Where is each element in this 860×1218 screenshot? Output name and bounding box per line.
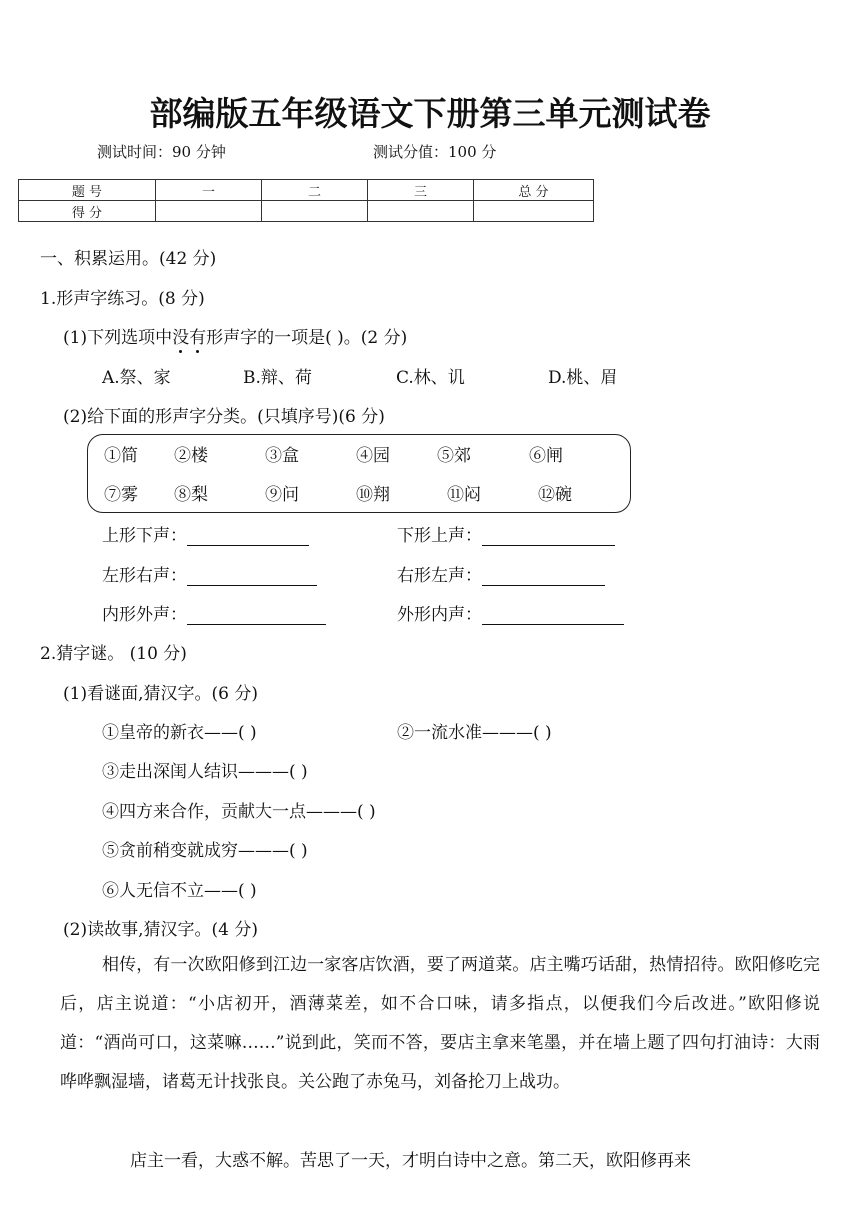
riddle-item[interactable]: ③走出深闺人结识———( )	[102, 762, 308, 782]
character-item: ⑧梨	[174, 485, 208, 505]
riddle-item[interactable]: ①皇帝的新衣——( )	[102, 723, 257, 743]
character-item: ⑩翔	[356, 485, 390, 505]
character-item: ⑥闸	[529, 446, 563, 466]
category-label: 内形外声：	[102, 605, 187, 625]
riddle-item[interactable]: ④四方来合作，贡献大一点———( )	[102, 802, 376, 822]
riddle-item[interactable]: ⑤贪前稍变就成穷———( )	[102, 841, 308, 861]
option-b[interactable]: B.辩、荷	[243, 368, 312, 388]
category-label: 上形下声：	[102, 526, 187, 546]
category-row	[397, 561, 605, 586]
character-item: ⑨问	[265, 485, 299, 505]
story-paragraph: 店主一看，大惑不解。苦思了一天，才明白诗中之意。第二天，欧阳修再来	[130, 1151, 691, 1171]
score-header-cell: 题 号	[19, 180, 156, 201]
option-d[interactable]: D.桃、眉	[548, 368, 618, 388]
score-input-cell[interactable]	[156, 201, 262, 222]
category-row	[397, 600, 624, 625]
category-label: 外形内声：	[397, 605, 482, 625]
test-time: 测试时间：90 分钟	[97, 143, 226, 161]
character-item: ⑪闷	[447, 485, 481, 505]
section-heading: 一、积累运用。(42 分)	[40, 249, 217, 269]
q1-p1-pre: (1)下列选项中	[63, 328, 173, 348]
answer-blank[interactable]	[482, 567, 605, 586]
category-label: 左形右声：	[102, 566, 187, 586]
category-row	[102, 561, 317, 586]
page-title: 部编版五年级语文下册第三单元测试卷	[149, 94, 711, 133]
answer-blank[interactable]	[187, 567, 317, 586]
question-1-heading: 1.形声字练习。(8 分)	[40, 289, 205, 309]
score-row-label: 得 分	[19, 201, 156, 222]
score-table	[18, 179, 594, 222]
option-a[interactable]: A.祭、家	[102, 368, 171, 388]
character-item: ⑫碗	[538, 485, 572, 505]
riddle-item[interactable]: ⑥人无信不立——( )	[102, 881, 257, 901]
score-header-cell: 二	[262, 180, 368, 201]
option-c[interactable]: C.林、讥	[396, 368, 465, 388]
answer-blank[interactable]	[187, 527, 309, 546]
score-header-cell: 一	[156, 180, 262, 201]
question-2-heading: 2.猜字谜。 (10 分)	[40, 644, 187, 664]
category-row	[397, 521, 615, 546]
question-2-part-1: (1)看谜面,猜汉字。(6 分)	[63, 684, 258, 704]
character-item: ⑤郊	[437, 446, 471, 466]
answer-blank[interactable]	[187, 606, 326, 625]
category-label: 右形左声：	[397, 566, 482, 586]
score-table-header-row	[19, 180, 594, 201]
test-score: 测试分值：100 分	[373, 143, 497, 161]
answer-blank[interactable]	[482, 606, 624, 625]
story-paragraph: 相传，有一次欧阳修到江边一家客店饮酒，要了两道菜。店主嘴巧话甜，热情招待。欧阳修吃完后，店主说道：“小店初开，酒薄菜差，如不合口味，请多指点，以便我们今后改进。”欧阳修说道：“酒尚可口，这菜嘛……”说到此，笑而不答，要店主拿来笔墨，并在墙上题了四句打油诗：大雨哗哗飘湿墙，诸葛无计找张良。关公跑了赤兔马，刘备抡刀上战功。	[60, 955, 820, 1092]
character-item: ⑦雾	[104, 485, 138, 505]
character-item: ③盒	[265, 446, 299, 466]
answer-blank[interactable]	[482, 527, 615, 546]
score-table-score-row	[19, 201, 594, 222]
category-row	[102, 600, 326, 625]
category-row	[102, 521, 309, 546]
question-2-part-2: (2)读故事,猜汉字。(4 分)	[63, 920, 258, 940]
question-1-part-1	[63, 323, 407, 348]
score-header-cell: 总 分	[474, 180, 594, 201]
score-input-cell[interactable]	[474, 201, 594, 222]
score-input-cell[interactable]	[262, 201, 368, 222]
emphasis-char: 有	[189, 328, 207, 348]
character-item: ④园	[356, 446, 390, 466]
emphasis-char: 没	[172, 328, 190, 348]
character-item: ②楼	[174, 446, 208, 466]
score-input-cell[interactable]	[368, 201, 474, 222]
q1-p1-post: 形声字的一项是( )。(2 分)	[206, 328, 408, 348]
question-1-part-2: (2)给下面的形声字分类。(只填序号)(6 分)	[63, 407, 385, 427]
category-label: 下形上声：	[397, 526, 482, 546]
character-item: ①简	[104, 446, 138, 466]
riddle-item[interactable]: ②一流水准———( )	[397, 723, 552, 743]
score-header-cell: 三	[368, 180, 474, 201]
